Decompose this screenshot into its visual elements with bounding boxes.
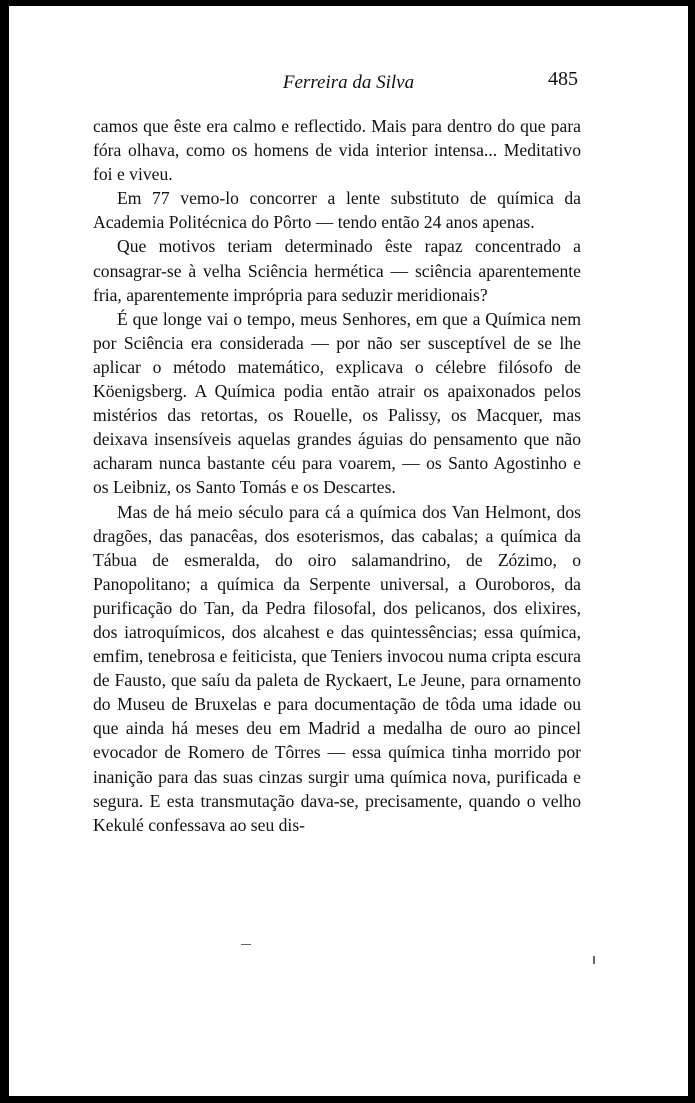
page-number: 485 bbox=[548, 68, 578, 90]
running-title: Ferreira da Silva bbox=[282, 72, 415, 93]
paragraph: Mas de há meio século para cá a química dos Van Helmont, dos dragões, das panacêas, dos esoterismos, das cabalas; a química da Tábua de esmeralda, do oiro salamandrino, de Zózimo, o Panopolitano; a química da Serpente universal, a Ouroboros, da purificação do Tan, da Pedra filosofal, dos pelicanos, dos elixires, dos iatroquímicos, dos alcahest e das quintessências; essa química, emfim, tenebrosa e feiticista, que Teniers invocou numa cripta escura de Fausto, que saíu da paleta de Ryckaert, Le Jeune, para ornamento do Museu de Bruxelas e para documentação de tôda uma idade ou que ainda há meses deu em Madrid a medalha de ouro ao pincel evocador de Romero de Tôrres — essa química tinha morrido por inanição para das suas cinzas surgir uma química nova, purificada e segura. E esta transmutação dava-se, precisamente, quando o velho Kekulé confessava ao seu dis- bbox=[93, 501, 581, 835]
stray-mark bbox=[241, 944, 251, 945]
stray-mark bbox=[593, 956, 595, 964]
paragraph: É que longe vai o tempo, meus Senhores, em que a Química nem por Sciência era considerada — por não ser susceptível de se lhe aplicar o método matemático, explicava o célebre filósofo de Köenigsberg. A Química podia então atrair os apaixonados pelos mistérios das retortas, os Rouelle, os Palissy, os Macquer, mas deixava insensíveis aquelas grandes águias do pensamento que não acharam nunca bastante céu para voarem, — os Santo Agostinho e os Leibniz, os Santo Tomás e os Descartes. bbox=[93, 308, 581, 498]
paragraph: Que motivos teriam determinado êste rapaz concentrado a consagrar-se à velha Sciência hermética — sciência aparentemente fria, aparentemente imprópria para seduzir meridionais? bbox=[93, 236, 581, 305]
book-page bbox=[9, 6, 688, 1096]
body-text bbox=[93, 114, 581, 837]
paragraph-continued: camos que êste era calmo e reflectido. Mais para dentro do que para fóra olhava, como os homens de vida interior intensa... Meditativo foi e viveu. bbox=[93, 116, 581, 185]
running-head bbox=[9, 68, 688, 96]
paragraph: Em 77 vemo-lo concorrer a lente substituto de química da Academia Politécnica do Pôrto — tendo então 24 anos apenas. bbox=[93, 188, 581, 233]
